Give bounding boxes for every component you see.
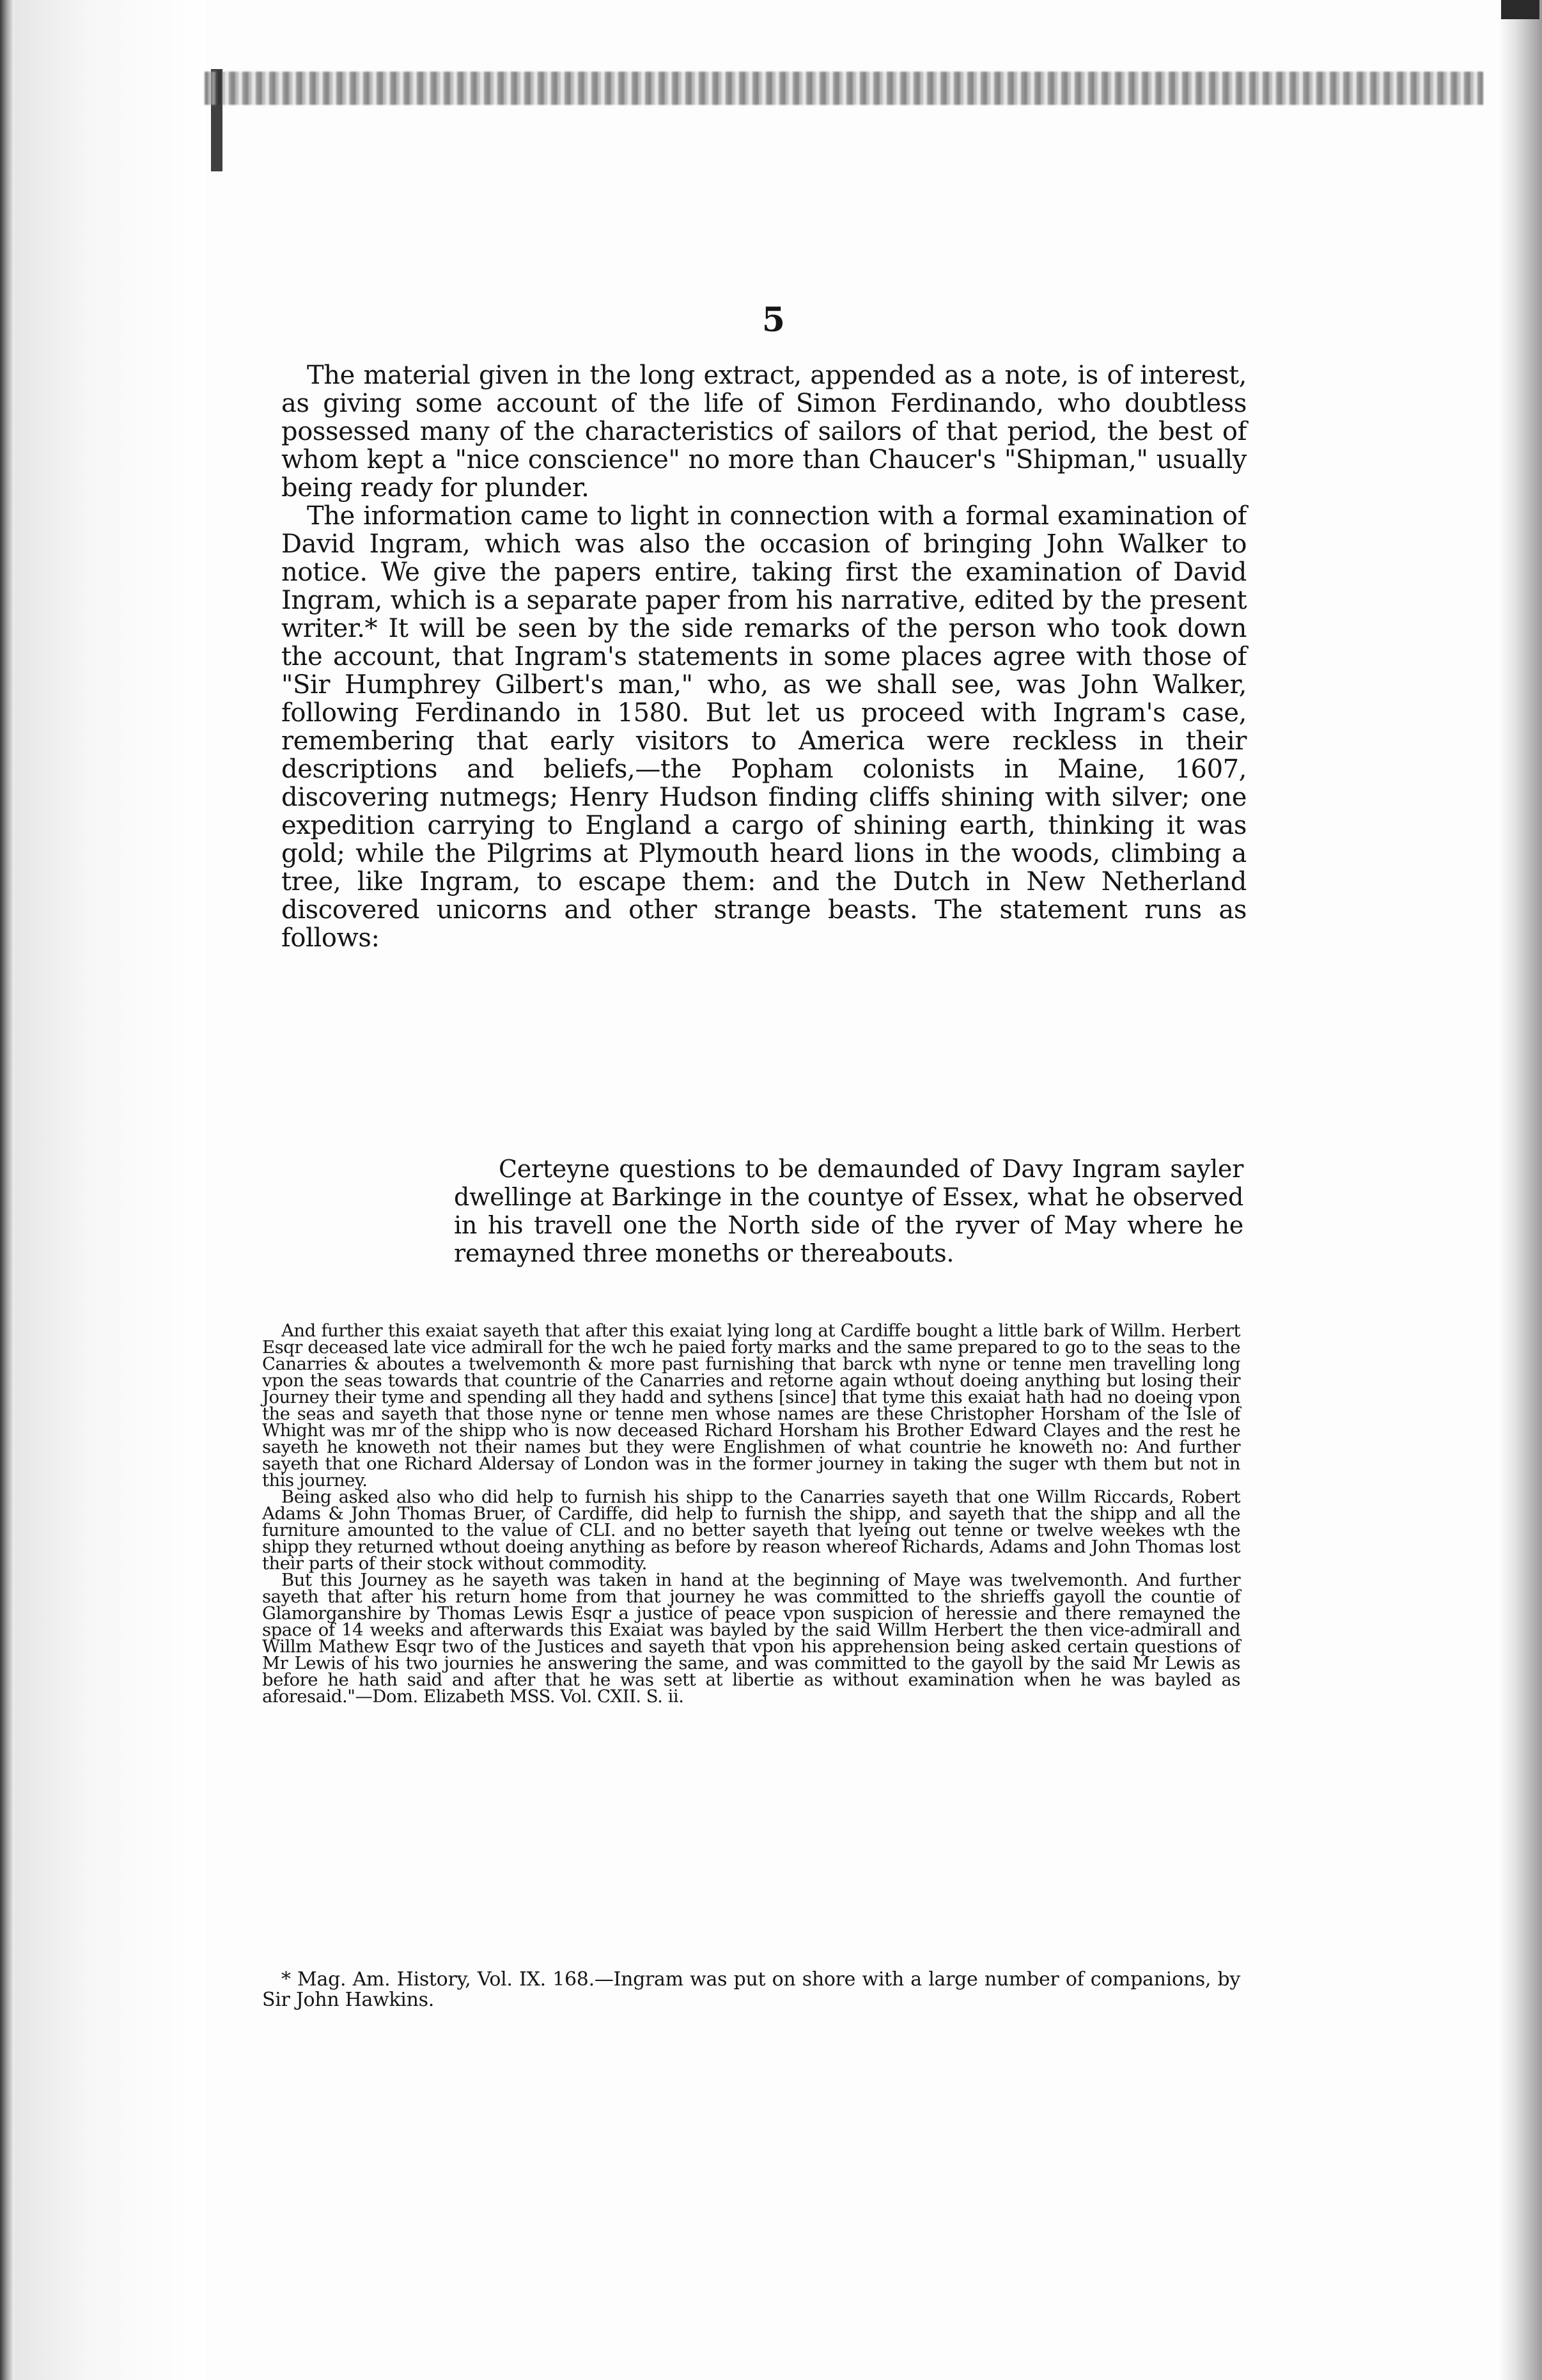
main-paragraph: The material given in the long extract, appended as a note, is of interest, as giving some account of the life of Simon Ferdinando, who doubtless possessed many of the characteristics of sailors of that period, the best of whom kept a "nice conscience" no more than Chaucer's "Shipman," usually being ready for plunder. [281,361,1247,503]
main-paragraph: The information came to light in connection with a formal examination of David Ingram, which was also the occasion of bringing John Walker to notice. We give the papers entire, taking first the examination of David Ingram, which is a separate paper from his narrative, edited by the present writer.* It will be seen by the side remarks of the person who took down the account, that Ingram's statements in some places agree with those of "Sir Humphrey Gilbert's man," who, as we shall see, was John Walker, following Ferdinando in 1580. But let us proceed with Ingram's case, remembering that early visitors to America were reckless in their descriptions and beliefs,—the Popham colonists in Maine, 1607, discovering nutmegs; Henry Hudson finding cliffs shining with silver; one expedition carrying to England a cargo of shining earth, thinking it was gold; while the Pilgrims at Plymouth heard lions in the woods, climbing a tree, like Ingram, to escape them: and the Dutch in New Netherland discovered unicorns and other strange beasts. The statement runs as follows: [281,501,1247,953]
footnote-paragraph: But this Journey as he sayeth was taken in hand at the beginning of Maye was twelvemonth. And further sayeth that after his return home from that journey he was committed to the shrieffs gayoll the countie of Glamorganshire by Thomas Lewis Esqr a justice of peace vpon suspicion of heressie and there remayned the space of 14 weeks and afterwards this Exaiat was bayled by the said Willm Herbert the then vice-admirall and Willm Mathew Esqr two of the Justices and sayeth that vpon his apprehension being asked certain questions of Mr Lewis of his two journies he answering the same, and was committed to the gayoll by the said Mr Lewis as before he hath said and after that he was sett at libertie as without examination when he was bayled as aforesaid."—Dom. Elizabeth MSS. Vol. CXII. S. ii. [262,1570,1240,1707]
corner-mark [1501,0,1539,19]
footnote-star-text: * Mag. Am. History, Vol. IX. 168.—Ingram was put on shore with a large number of companions, by Sir John Hawkins. [262,1968,1240,2011]
top-rule [205,72,1483,105]
block-quote [454,1155,1243,1267]
footnote-extract [262,1322,1240,1705]
page-binding-shadow [14,0,206,2380]
main-text [281,361,1247,952]
block-quote-text: Certeyne questions to be demaunded of Davy Ingram sayler dwellinge at Barkinge in the countye of Essex, what he observed in his travell one the North side of the ryver of May where he remayned three moneths or thereabouts. [454,1155,1243,1267]
page-left-edge [0,0,14,2380]
page-right-edge [1497,0,1542,2380]
footnote-paragraph: And further this exaiat sayeth that after this exaiat lying long at Cardiffe bought a little bark of Willm. Herbert Esqr deceased late vice admirall for the wch he paied forty marks and the same prepared to go to the seas to the Canarries & aboutes a twelvemonth & more past furnishing that barck wth nyne or tenne men travelling long vpon the seas towards that countrie of the Canarries and retorne again wthout doeing anything but losing their Journey their tyme and spending all they hadd and sythens [since] that tyme this exaiat hath had no doeing vpon the seas and sayeth that those nyne or tenne men whose names are these Christopher Horsham of the Isle of Whight was mr of the shipp who is now deceased Richard Horsham his Brother Edward Clayes and the rest he sayeth he knoweth not their names but they were Englishmen of what countrie he knoweth no: And further sayeth that one Richard Aldersay of London was in the former journey in taking the suger wth them but not in this journey. [262,1320,1240,1491]
footnote-paragraph: Being asked also who did help to furnish his shipp to the Canarries sayeth that one Willm Riccards, Robert Adams & John Thomas Bruer, of Cardiffe, did help to furnish the shipp, and sayeth that the shipp and all the furniture amounted to the value of CLI. and no better sayeth that lyeing out tenne or twelve weekes wth the shipp they returned wthout doeing anything as before by reason whereof Richards, Adams and John Thomas lost their parts of their stock without commodity. [262,1487,1240,1574]
page-number: 5 [761,301,786,340]
footnote-star [262,1969,1240,2010]
